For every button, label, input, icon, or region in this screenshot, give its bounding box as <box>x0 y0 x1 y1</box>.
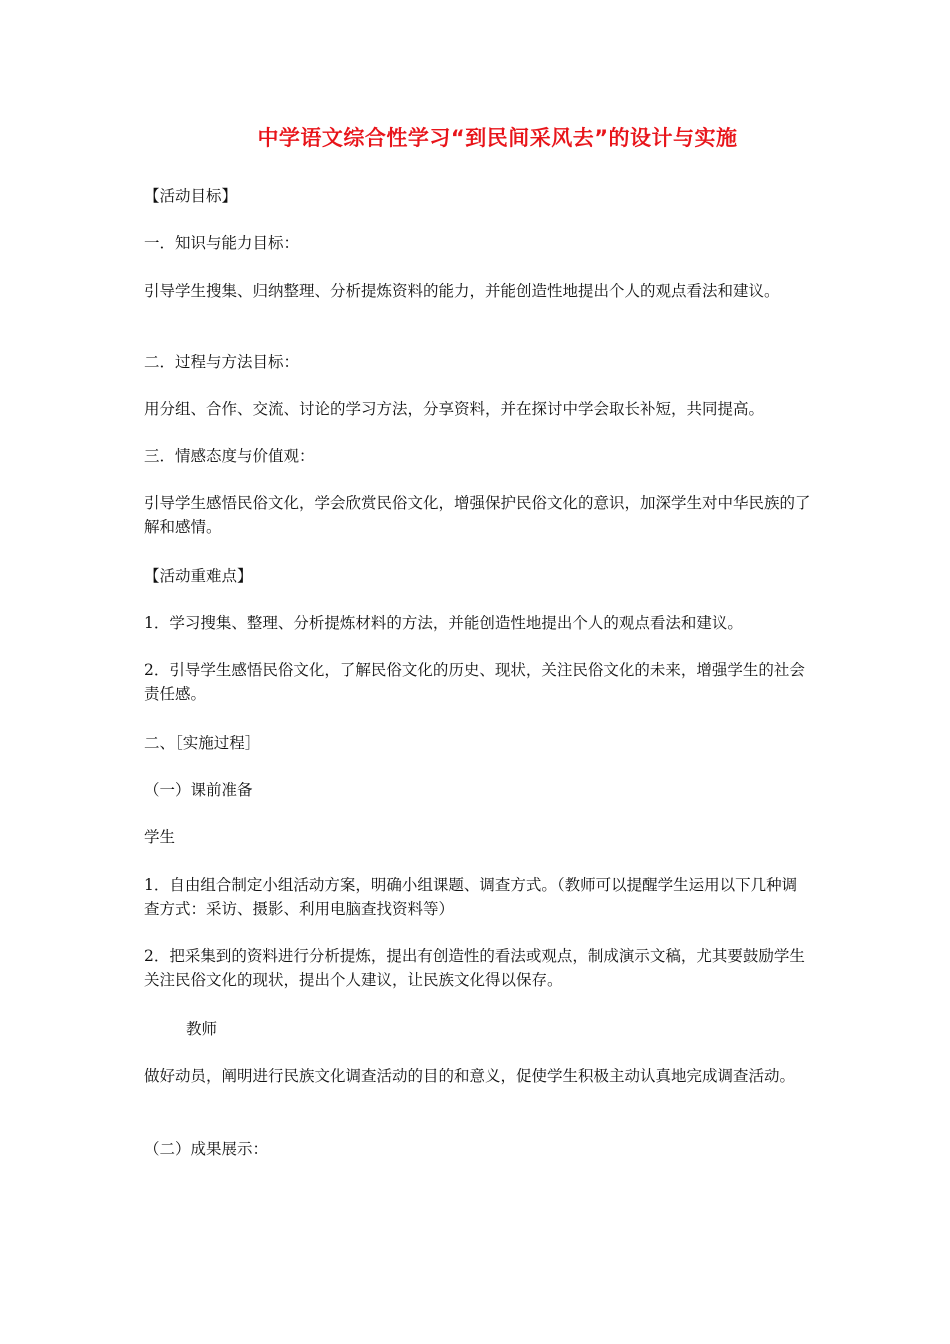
document-title: 中学语文综合性学习“到民间采风去”的设计与实施 <box>257 126 738 150</box>
paragraph-keypoint-1: 1．学习搜集、整理、分析提炼材料的方法，并能创造性地提出个人的观点看法和建议。 <box>144 614 743 632</box>
subheading-process: 二．过程与方法目标： <box>144 353 300 371</box>
subheading-emotion: 三．情感态度与价值观： <box>144 447 315 465</box>
subheading-results: （二）成果展示： <box>144 1140 269 1158</box>
section-heading-goals: 【活动目标】 <box>144 187 238 205</box>
paragraph-student-2: 2．把采集到的资料进行分析提炼，提出有创造性的看法或观点，制成演示文稿，尤其要鼓励学生关注民俗文化的现状，提出个人建议，让民族文化得以保存。 <box>144 947 805 989</box>
section-heading-process: 二、［实施过程］ <box>144 734 261 752</box>
paragraph-student-1: 1．自由组合制定小组活动方案，明确小组课题、调查方式。（教师可以提醒学生运用以下几种调查方式：采访、摄影、利用电脑查找资料等） <box>144 876 798 918</box>
paragraph-knowledge: 引导学生搜集、归纳整理、分析提炼资料的能力，并能创造性地提出个人的观点看法和建议。 <box>144 282 780 300</box>
subheading-preparation: （一）课前准备 <box>144 781 253 799</box>
paragraph-teacher: 做好动员，阐明进行民族文化调查活动的目的和意义，促使学生积极主动认真地完成调查活动。 <box>144 1067 796 1085</box>
paragraph-process: 用分组、合作、交流、讨论的学习方法，分享资料，并在探讨中学会取长补短，共同提高。 <box>144 400 765 418</box>
subheading-knowledge: 一．知识与能力目标： <box>144 234 300 252</box>
label-students: 学生 <box>144 828 176 846</box>
paragraph-keypoint-2: 2．引导学生感悟民俗文化，了解民俗文化的历史、现状，关注民俗文化的未来，增强学生的社会责任感。 <box>144 661 805 703</box>
paragraph-emotion: 引导学生感悟民俗文化，学会欣赏民俗文化，增强保护民俗文化的意识，加深学生对中华民族的了解和感情。 <box>144 494 811 536</box>
section-heading-keypoints: 【活动重难点】 <box>144 567 253 585</box>
label-teacher: 教师 <box>186 1020 218 1038</box>
